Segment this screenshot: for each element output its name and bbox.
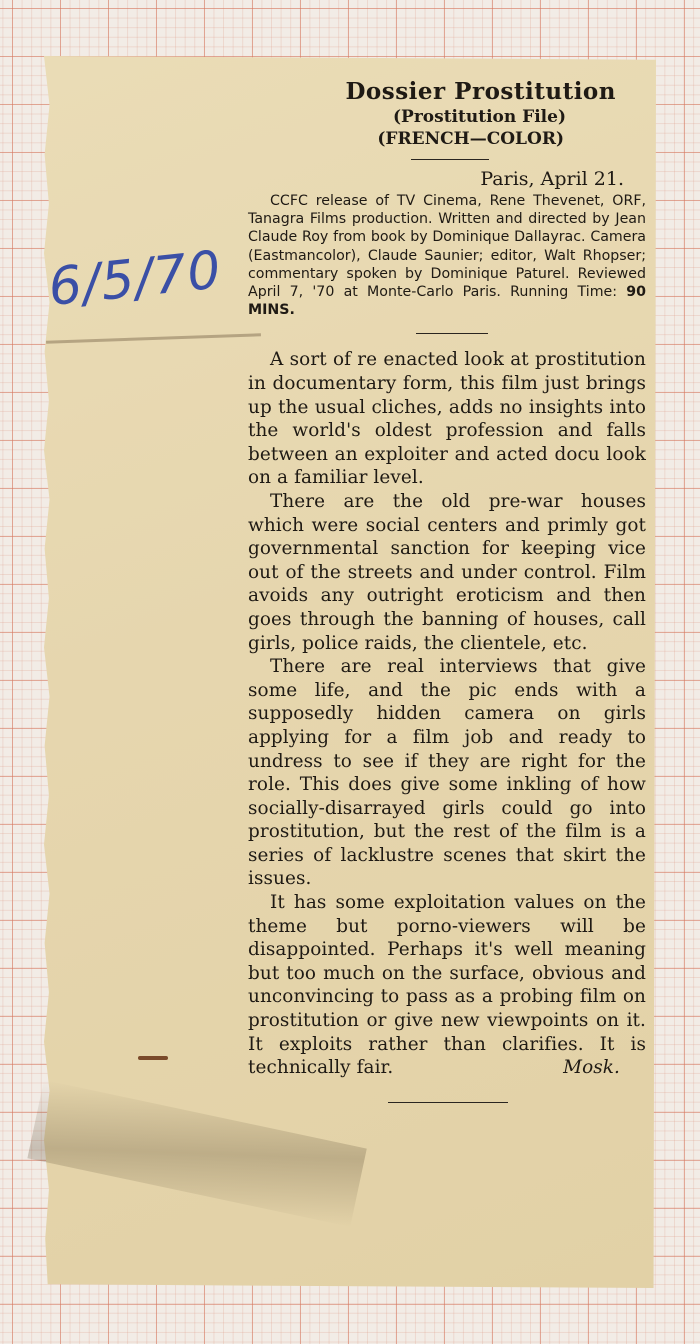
paragraph-text: It has some exploitation values on the theme but porno-viewers will be disappointed. Perhaps it's well meaning but too much on the surface, obvious and unconvincing to pass as a probing film on prostitution or give new viewpoints on it. It exploits rather than clarifies. It is technically fair. <box>248 892 646 1079</box>
handwritten-date: 6/5/70 <box>45 240 225 318</box>
end-rule <box>388 1102 508 1103</box>
paragraph: A sort of re enacted look at prostitution in documentary form, this film just brings up the usual cliches, adds no insights into the world's oldest profession and falls between an exploiter and acted docu look on a familiar level. <box>248 349 646 489</box>
article-title: Dossier Prostitution <box>345 78 616 105</box>
article-subtitle: (Prostitution File) <box>393 107 566 127</box>
divider <box>416 333 488 334</box>
paragraph: There are real interviews that give some life, and the pic ends with a supposedly hidden camera on girls applying for a film job and ready to undress to see if they are right for the role. This does give some inkling of how socially-disarrayed girls could go into prostitution, but the rest of the film is a series of lacklustre scenes that skirt the issues. <box>248 656 646 890</box>
dateline: Paris, April 21. <box>480 168 624 190</box>
running-time: 90 MINS. <box>248 284 647 319</box>
paragraph <box>248 891 646 1080</box>
reviewer-signature: Mosk. <box>563 1057 620 1079</box>
divider <box>411 159 489 160</box>
article-column <box>248 78 646 1103</box>
ink-mark <box>138 1056 168 1060</box>
paragraph: There are the old pre-war houses which were social centers and primly got governmental sanction for keeping vice out of the streets and under control. Film avoids any outright eroticism and then goes through the banning of houses, call girls, police raids, the clientele, etc. <box>248 490 646 654</box>
credits-block <box>248 192 646 319</box>
article-subtitle-2: (FRENCH—COLOR) <box>377 129 564 149</box>
credits-text: CCFC release of TV Cinema, Rene Thevenet, ORF, Tanagra Films production. Written and directed by Jean Claude Roy from book by Dominique Dallayrac. Camera (Eastmancolor), Claude Saunier; editor, Walt Rhopser; commentary spoken by Dominique Paturel. Reviewed April 7, '70 at Monte-Carlo Paris. Running Time: <box>248 193 646 301</box>
article-body <box>248 348 646 1079</box>
